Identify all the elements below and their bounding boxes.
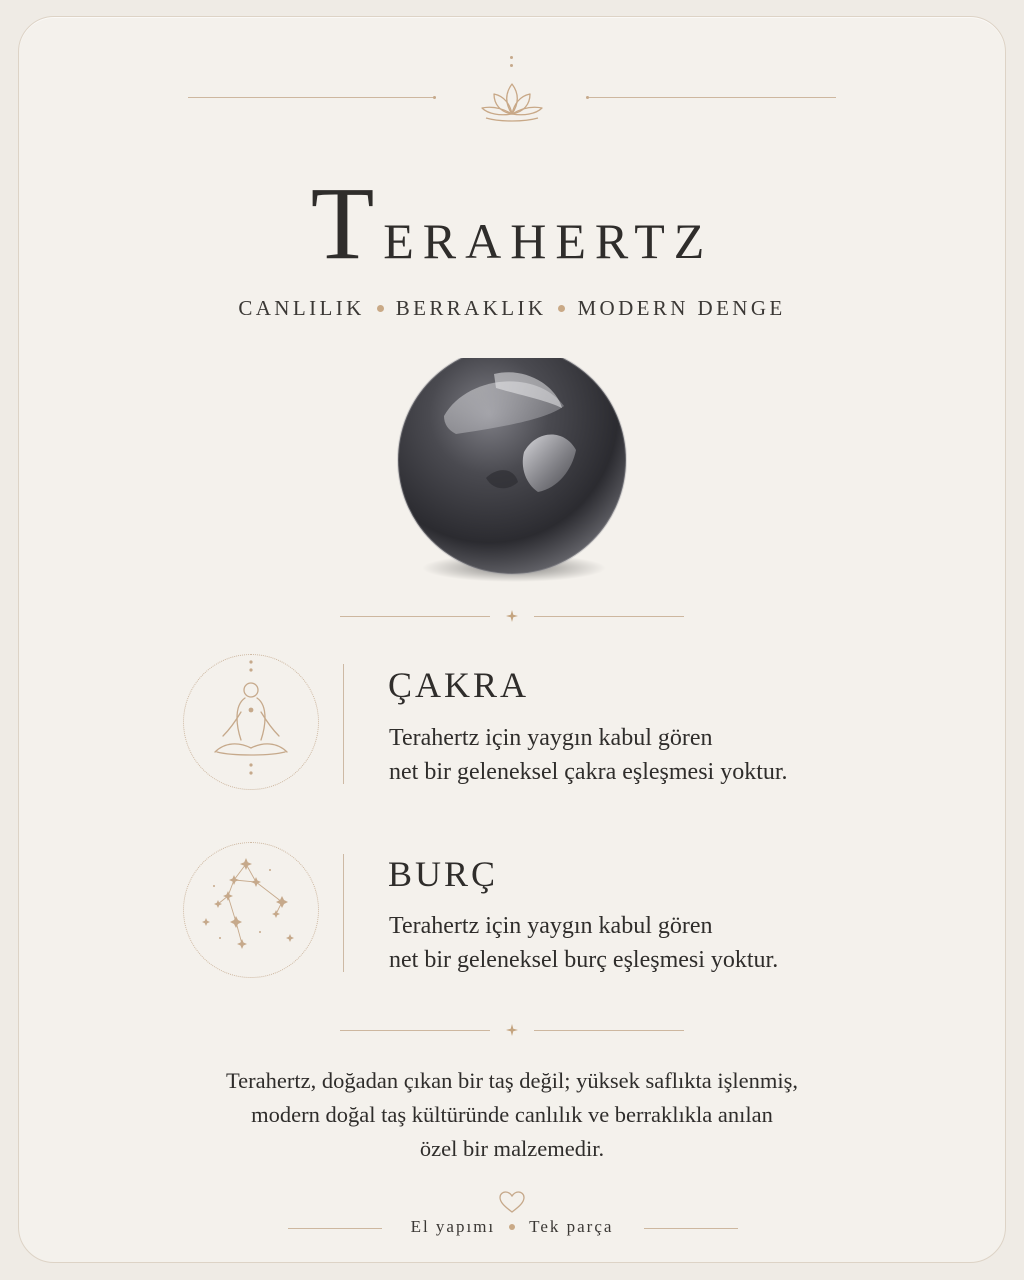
divider-line-left xyxy=(340,1030,490,1031)
chakra-title: ÇAKRA xyxy=(388,665,530,705)
footer-tag-single-piece: Tek parça xyxy=(529,1217,614,1236)
zodiac-text-line: net bir geleneksel burç eşleşmesi yoktur. xyxy=(389,947,779,973)
separator-dot xyxy=(377,305,384,312)
meditation-icon xyxy=(205,656,297,784)
chakra-text xyxy=(389,721,788,789)
lotus-icon xyxy=(476,78,548,126)
description xyxy=(0,1064,1024,1166)
tag-modern-balance: MODERN DENGE xyxy=(577,296,786,320)
terahertz-sphere-image xyxy=(386,358,638,590)
chakra-text-line: net bir geleneksel çakra eşleşmesi yoktur. xyxy=(389,759,788,785)
section-divider-bar xyxy=(343,854,344,972)
tag-vitality: CANLILIK xyxy=(238,296,365,320)
constellation-icon xyxy=(190,852,310,964)
tag-clarity: BERRAKLIK xyxy=(395,296,547,320)
divider-line-left xyxy=(340,616,490,617)
section-divider-bar xyxy=(343,664,344,784)
ornament-dot xyxy=(433,96,436,99)
description-line: Terahertz, doğadan çıkan bir taş değil; yüksek saflıkta işlenmiş, xyxy=(225,1068,798,1093)
zodiac-text-line: Terahertz için yaygın kabul gören xyxy=(389,913,713,939)
chakra-text-line: Terahertz için yaygın kabul gören xyxy=(389,725,713,751)
ornament-dot xyxy=(510,64,513,67)
separator-dot xyxy=(509,1224,515,1230)
divider-line-right xyxy=(534,616,684,617)
heart-icon xyxy=(498,1190,526,1214)
description-line: özel bir malzemedir. xyxy=(419,1136,605,1161)
zodiac-text xyxy=(389,909,778,977)
top-line-right xyxy=(588,97,836,98)
page-title: Terahertz xyxy=(310,166,714,281)
zodiac-title: BURÇ xyxy=(388,854,499,894)
sparkle-icon xyxy=(506,610,518,622)
ornament-dot xyxy=(586,96,589,99)
divider-line-right xyxy=(534,1030,684,1031)
ornament-dot xyxy=(510,56,513,59)
footer-tagline xyxy=(0,1217,1024,1237)
tagline-list xyxy=(0,296,1024,321)
top-line-left xyxy=(188,97,436,98)
separator-dot xyxy=(558,305,565,312)
sparkle-icon xyxy=(506,1024,518,1036)
description-line: modern doğal taş kültüründe canlılık ve berraklıkla anılan xyxy=(251,1102,773,1127)
footer-tag-handmade: El yapımı xyxy=(410,1217,496,1236)
